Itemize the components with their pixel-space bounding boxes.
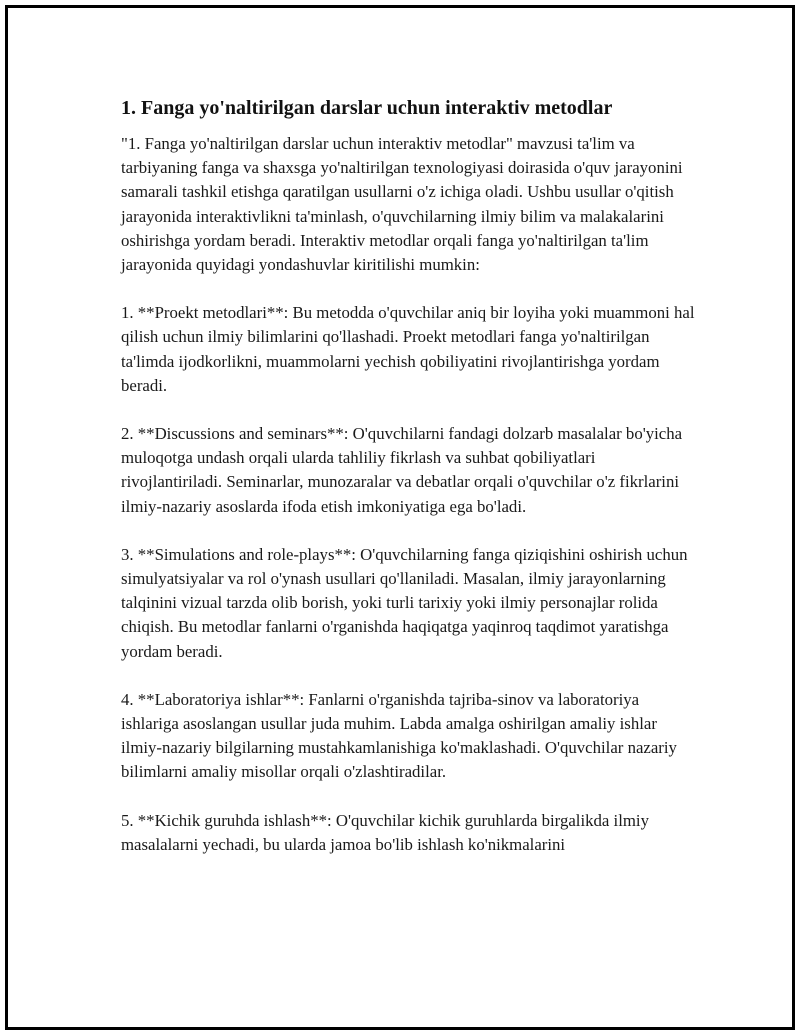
- intro-paragraph: "1. Fanga yo'naltirilgan darslar uchun interaktiv metodlar" mavzusi ta'lim va tarbiyaning fanga va shaxsga yo'naltirilgan texnologiyasi doirasida o'quv jarayonini samarali tashkil etishga qaratilgan usullarni o'z ichiga oladi. Ushbu usullar o'qitish jarayonida interaktivlikni ta'minlash, o'quvchilarning ilmiy bilim va malakalarini oshirishga yordam beradi. Interaktiv metodlar orqali fanga yo'naltirilgan ta'lim jarayonida quyidagi yondashuvlar kiritilishi mumkin:: [121, 134, 683, 275]
- paragraph-kichik-guruhda-ishlash: 5. **Kichik guruhda ishlash**: O'quvchilar kichik guruhlarda birgalikda ilmiy masalalarni yechadi, bu ularda jamoa bo'lib ishlash ko'nikmalarini: [121, 810, 649, 854]
- paragraph-laboratoriya-ishlar: 4. **Laboratoriya ishlar**: Fanlarni o'rganishda tajriba-sinov va laboratoriya ishlariga asoslangan usullar juda muhim. Labda amalga oshirilgan amaliy ishlar ilmiy-nazariy bilgilarning mustahkamlanishiga ko'maklashadi. O'quvchilar nazariy bilimlarni amaliy misollar orqali o'zlashtiradilar.: [121, 689, 677, 782]
- document-body: [121, 94, 696, 881]
- document-title: 1. Fanga yo'naltirilgan darslar uchun interaktiv metodlar: [121, 97, 613, 119]
- paragraph-discussions-seminars: 2. **Discussions and seminars**: O'quvchilarni fandagi dolzarb masalalar bo'yicha muloqotga undash orqali ularda tahliliy fikrlash va suhbat qobiliyatlari rivojlantiriladi. Seminarlar, munozaralar va debatlar orqali o'quvchilar o'z fikrlarini ilmiy-nazariy asoslarda ifoda etish imkoniyatiga ega bo'ladi.: [121, 424, 683, 516]
- paragraph-simulations-role-plays: 3. **Simulations and role-plays**: O'quvchilarning fanga qiziqishini oshirish uchun simulyatsiyalar va rol o'ynash usullari qo'llaniladi. Masalan, ilmiy jarayonlarning talqinini vizual tarzda olib borish, yoki turli tarixiy yoki ilmiy personajlar rolida chiqish. Bu metodlar fanlarni o'rganishda haqiqatga yaqinroq taqdimot yaratishga yordam beradi.: [121, 544, 688, 661]
- paragraph-proekt-metodlari: 1. **Proekt metodlari**: Bu metodda o'quvchilar aniq bir loyiha yoki muammoni hal qilish uchun ilmiy bilimlarini qo'llashadi. Proekt metodlari fanga yo'naltirilgan ta'limda ijodkorlikni, muammolarni yechish qobiliyatini rivojlantirishga yordam beradi.: [121, 303, 695, 395]
- page-frame: [5, 5, 795, 1030]
